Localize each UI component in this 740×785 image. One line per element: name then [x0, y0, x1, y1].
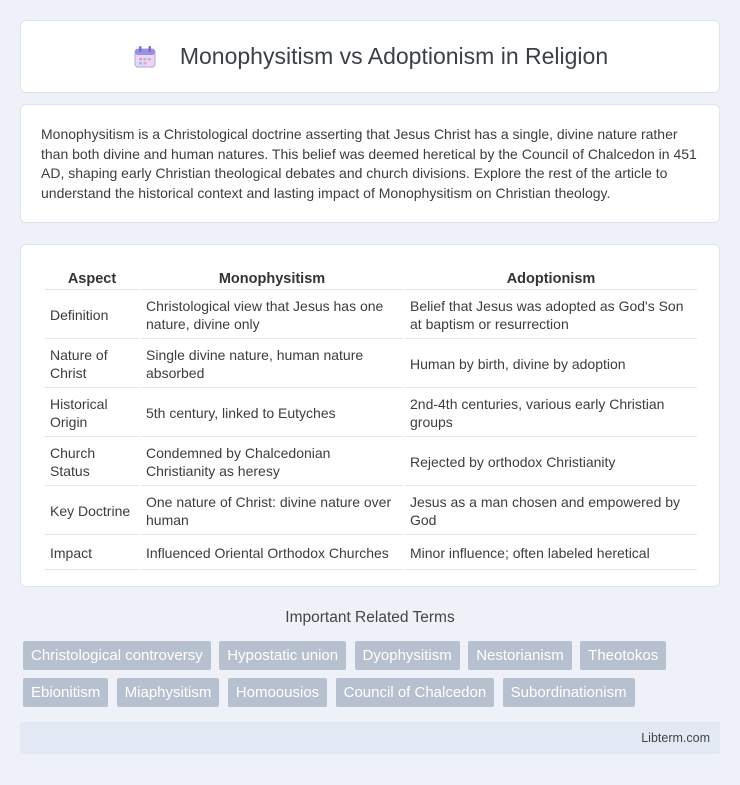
table-row [45, 439, 697, 486]
header-adoptionism: Adoptionism [405, 267, 697, 290]
tag-hypostatic-union[interactable]: Hypostatic union [219, 641, 346, 670]
page-title: Monophysitism vs Adoptionism in Religion [179, 43, 609, 69]
footer-site-link[interactable]: Libterm.com [641, 731, 710, 745]
table-header-row [45, 267, 697, 290]
adoptionism-cell: Human by birth, divine by adoption [405, 341, 697, 388]
table-row [45, 292, 697, 339]
table-row [45, 390, 697, 437]
tag-homoousios[interactable]: Homoousios [228, 678, 327, 707]
header-monophysitism: Monophysitism [141, 267, 403, 290]
aspect-cell: Key Doctrine [45, 488, 139, 535]
aspect-cell: Definition [45, 292, 139, 339]
adoptionism-cell: Belief that Jesus was adopted as God's Son at baptism or resurrection [405, 292, 697, 339]
aspect-cell: Nature of Christ [45, 341, 139, 388]
tag-council-of-chalcedon[interactable]: Council of Chalcedon [336, 678, 495, 707]
related-terms-title: Important Related Terms [285, 609, 455, 626]
tag-dyophysitism[interactable]: Dyophysitism [355, 641, 460, 670]
monophysitism-cell: Christological view that Jesus has one nature, divine only [141, 292, 403, 339]
header-card [20, 20, 720, 93]
aspect-cell: Impact [45, 537, 139, 570]
monophysitism-cell: Condemned by Chalcedonian Christianity as heresy [141, 439, 403, 486]
monophysitism-cell: Influenced Oriental Orthodox Churches [141, 537, 403, 570]
tag-christological-controversy[interactable]: Christological controversy [23, 641, 211, 670]
aspect-cell: Historical Origin [45, 390, 139, 437]
comparison-table [43, 265, 699, 572]
table-row [45, 537, 697, 570]
adoptionism-cell: Minor influence; often labeled heretical [405, 537, 697, 570]
tag-nestorianism[interactable]: Nestorianism [468, 641, 572, 670]
intro-card [20, 104, 720, 223]
adoptionism-cell: 2nd-4th centuries, various early Christian groups [405, 390, 697, 437]
adoptionism-cell: Rejected by orthodox Christianity [405, 439, 697, 486]
monophysitism-cell: One nature of Christ: divine nature over human [141, 488, 403, 535]
related-terms-section [0, 609, 740, 627]
table-row [45, 341, 697, 388]
monophysitism-cell: Single divine nature, human nature absorbed [141, 341, 403, 388]
comparison-card [20, 244, 720, 587]
header-aspect: Aspect [45, 267, 139, 290]
adoptionism-cell: Jesus as a man chosen and empowered by God [405, 488, 697, 535]
calendar-icon [132, 44, 158, 70]
table-row [45, 488, 697, 535]
tag-subordinationism[interactable]: Subordinationism [503, 678, 635, 707]
tag-theotokos[interactable]: Theotokos [580, 641, 666, 670]
related-tags [23, 641, 723, 715]
footer [20, 722, 720, 754]
aspect-cell: Church Status [45, 439, 139, 486]
tag-miaphysitism[interactable]: Miaphysitism [117, 678, 220, 707]
intro-text: Monophysitism is a Christological doctrine asserting that Jesus Christ has a single, divine nature rather than both divine and human natures. This belief was deemed heretical by the Council of Chalcedon in 451 AD, shaping early Christian theological debates and church divisions. Explore the rest of the article to understand the historical context and lasting impact of Monophysitism on Christian theology. [41, 126, 697, 201]
tag-ebionitism[interactable]: Ebionitism [23, 678, 108, 707]
monophysitism-cell: 5th century, linked to Eutyches [141, 390, 403, 437]
